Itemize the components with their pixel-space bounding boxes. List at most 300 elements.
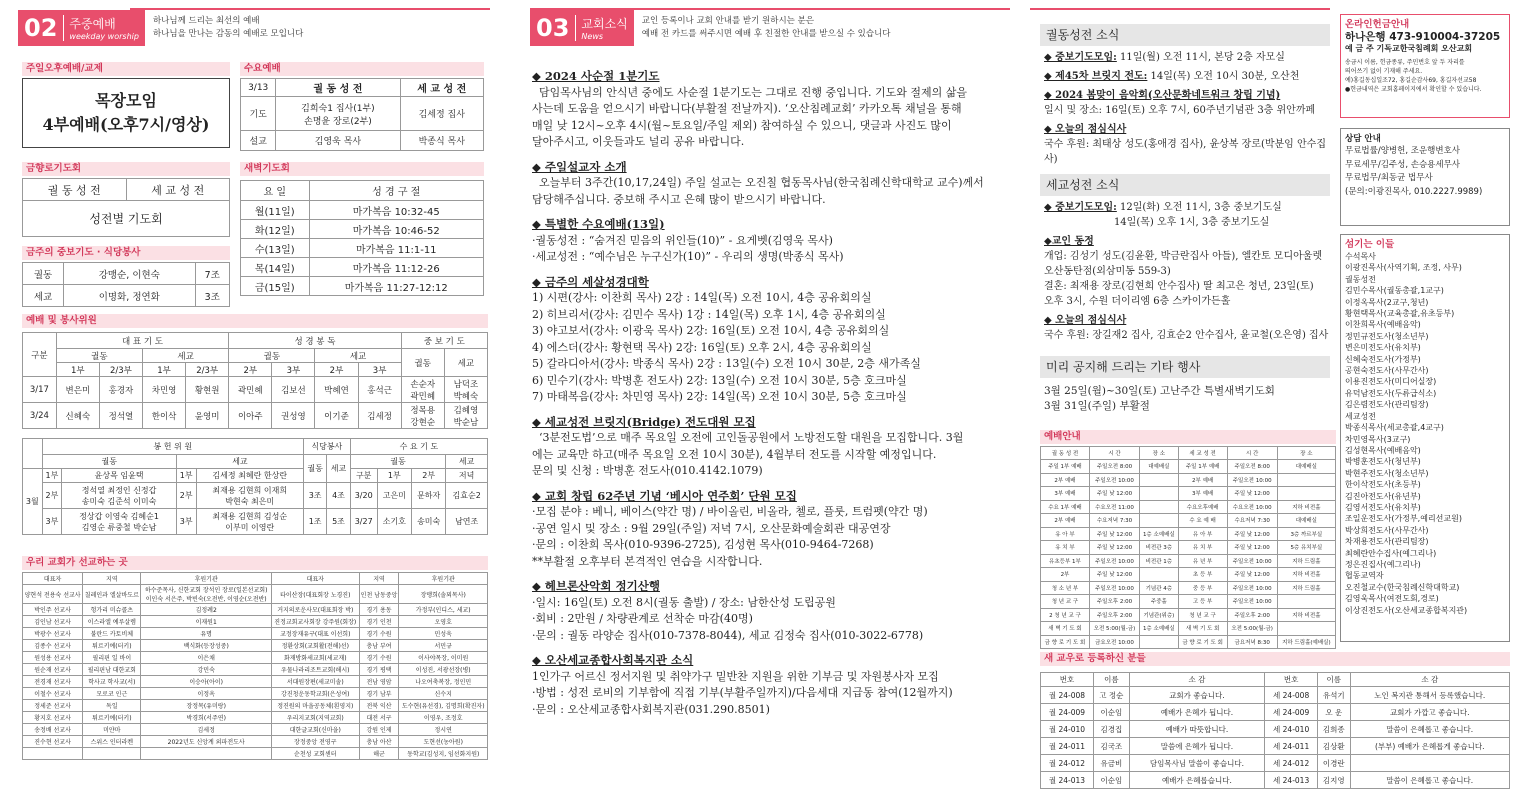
mission-head: 후원기관 xyxy=(141,573,271,585)
news-item xyxy=(1044,69,1336,84)
meal-label: 금주의 중보기도 · 식당봉사 xyxy=(22,246,230,260)
worship-cell xyxy=(1140,473,1179,487)
worship-cell: 수요저녁 7:30 xyxy=(1089,514,1139,528)
table-row xyxy=(23,712,488,724)
news-body: 국수 후원: 최태상 성도(홍애경 집사), 윤상복 장로(박분임 안수집사) xyxy=(1044,139,1327,165)
mission-cell: 경기 남부 xyxy=(359,688,399,700)
wed-ser-2: 박종식 목사 xyxy=(400,131,484,151)
staff-name: 황현원 xyxy=(186,377,229,403)
new-head: 번호 xyxy=(1265,673,1318,687)
mission-cell: 강진청운동학교회(은성여) xyxy=(271,688,359,700)
table-row xyxy=(23,688,488,700)
article-heading: ◆ 금주의 세살성경대학 xyxy=(532,274,649,289)
wed-pray-2: 김세정 집사 xyxy=(400,97,484,131)
mission-cell: 필리핀 일 바이 xyxy=(83,652,141,664)
table-row xyxy=(241,277,484,296)
serve-part: 2부 xyxy=(176,483,196,509)
worship-cell: 오전 5:00(월-금) xyxy=(1089,622,1139,636)
article-body: ‘3분전도법’으로 매주 목요일 오전에 고인돌공원에서 노방전도할 대원을 모집합니다. 3월 에는 교육만 하고(매주 목요일 오전 10시 30분), 4월부터 전도를 시작할 예정입니다. 문의 및 신청 : 박병훈 전도사(010.4142.1079) xyxy=(532,431,964,477)
dawn-verse: 마가복음 10:32-45 xyxy=(309,201,484,220)
mission-cell: 독일 xyxy=(83,700,141,712)
new-cell: 말씀에 은혜가 됩니다. xyxy=(1129,738,1264,755)
wed-h1: 궐 동 성 전 xyxy=(276,79,400,97)
news-body: 11일(월) 오전 11시, 본당 2층 자모실 xyxy=(1116,52,1285,63)
new-cell: 궐 24-010 xyxy=(1041,721,1094,738)
new-cell: 이순임 xyxy=(1093,772,1129,789)
worship-cell: 지하 비전홀 xyxy=(1277,568,1335,582)
section-desc-1: 교인 등록이나 교회 안내를 받기 원하시는 분은 xyxy=(641,16,815,26)
page-04 xyxy=(1030,0,1513,812)
serve-part: 1부 xyxy=(176,469,196,483)
mission-cell: 김세정 xyxy=(141,724,271,736)
mission-cell: 이사야목장, 이미원 xyxy=(399,652,488,664)
new-cell: 세 24-010 xyxy=(1265,721,1318,738)
article-body: ·모집 분야 : 베니, 베이스(약간 명) / 바이올린, 비올라, 첼로, 플룻, 트럼펫(약간 명) ·공연 일시 및 장소 : 9월 29일(주일) 저녁 7시, 오산문화예술회관 대공연장 ·문의 : 이찬희 목사(010-9396-2725), 김성현 목사(010-9464-7268) **부활절 오후부터 본격적인 연습을 시작합니다. xyxy=(532,505,928,568)
staff-name: 차민영 xyxy=(143,377,186,403)
section-desc-1: 하나님께 드리는 최선의 예배 xyxy=(152,16,260,26)
serve-corner xyxy=(23,439,43,469)
news-heading: ◆ 오늘의 점심식사 xyxy=(1044,315,1127,326)
table-row xyxy=(241,258,484,277)
worship-cell: 주일 낮 12:00 xyxy=(1227,541,1277,555)
serve-pray-name: 송미숙 xyxy=(411,509,445,535)
mission-cell: 미얀마 xyxy=(83,724,141,736)
table-row xyxy=(1041,473,1336,487)
header-rule xyxy=(1030,8,1330,10)
mission-cell: 경기 용동 xyxy=(359,604,399,616)
article-heading: ◆ 헤브론산악회 정기산행 xyxy=(532,579,660,593)
mission-cell: 백식화(등장성중) xyxy=(141,640,271,652)
worship-cell: 2 청 년 교 구 xyxy=(1041,608,1090,622)
worship-cell: 2부 예배 xyxy=(1041,514,1090,528)
wed-pray-label: 기도 xyxy=(241,97,276,131)
mission-cell: 전북 익산 xyxy=(359,700,399,712)
staff-sub: 궐동 xyxy=(401,349,444,377)
new-cell: 이순임 xyxy=(1093,704,1129,721)
worship-cell: 1층 소예배실 xyxy=(1140,622,1179,636)
staff-h1: 대 표 기 도 xyxy=(56,333,228,349)
table-row xyxy=(1041,487,1336,501)
staff-gubun: 구분 xyxy=(23,333,57,377)
worship-head: 장 소 xyxy=(1277,447,1335,460)
gwol-news xyxy=(1044,50,1336,171)
sunday-line-1: 목장모임 xyxy=(95,91,157,110)
staff-name: 변은미 xyxy=(56,377,99,403)
dawn-label: 새벽기도회 xyxy=(240,162,484,176)
staff-part: 3부 xyxy=(272,363,315,377)
segyo-news xyxy=(1044,200,1336,347)
worship-cell: 2부 예배 xyxy=(1178,473,1227,487)
mission-cell: 김인남 선교사 xyxy=(23,616,83,628)
mission-cell: 민성욱 xyxy=(399,628,488,640)
page-02 xyxy=(0,0,495,812)
table-row xyxy=(1041,554,1336,568)
mission-cell: 오영호 xyxy=(399,616,488,628)
worship-cell: 지하 드림홀 xyxy=(1277,554,1335,568)
worship-cell: 주일 낮 12:00 xyxy=(1089,541,1139,555)
etc-body: 3월 25일(월)~30일(토) 고난주간 특별새벽기도회 3월 31일(주일) 부활절 xyxy=(1044,385,1275,412)
article-body: 1인가구 어르신 정서지원 및 취약가구 밑반찬 지원을 위한 기부금 및 자원봉사자 모집 ·방법 : 성전 로비의 기부함에 직접 기부(부활주일까지)/다음세대 지급동 참여(12월까지) ·문의 : 오산세교종합사회복지관(031.290.8501) xyxy=(532,669,953,716)
section-title-en: weekday worship xyxy=(69,32,139,41)
staff-date: 3/24 xyxy=(23,403,57,429)
staff-name: 정목용 강현순 xyxy=(401,403,444,429)
staff-sub: 세교 xyxy=(315,349,401,363)
staff-label: 예배 및 봉사위원 xyxy=(22,314,488,328)
table-row xyxy=(1041,568,1336,582)
new-cell: 교회가 가깝고 좋습니다. xyxy=(1350,704,1510,721)
servants-body: 수석목사 이광진목사(사역기획, 조정, 사무) 궐동성전 김민수목사(궐동총괄,1교구) 이정옥목사(2교구,청년) 황현택목사(교육총괄,유초등부) 이찬희목사(예배음악) 정민규전도사(청소년부) 변은미전도사(유치부) 신혜숙전도사(가정부) 공현숙전도사(사무간사) 이용진전도사(미디어실장) 유덕남전도사(두류급식소) 김은렴전도사(관리팀장) 세교성전 박종식목사(세교총괄,4교구) 차민영목사(3교구) 김성현목사(예배음악) 박병훈전도사(청년부) 박현주전도사(청소년부) 한이삭전도사(초등부) 김진아전도사(유년부) 김영서전도사(유치부) 조일운전도사(가정부,예리선교원) 박상희전도사(사무간사) 차재용전도사(관리팀장) 최혜란안수집사(예그리나) 정은진집사(예그리나) 협동교역자 오진철교수(한국침례신학대학교) 김영욱목사(여전도회,경로) 이상진전도사(오산세교종합복지관) xyxy=(1345,252,1468,615)
mission-cell: 거지의로운사모(대표회장 박) xyxy=(271,604,359,616)
new-members-table xyxy=(1040,672,1510,789)
mission-cell: 이은채 xyxy=(141,652,271,664)
new-head: 번호 xyxy=(1041,673,1094,687)
worship-cell xyxy=(1140,500,1179,514)
new-cell: 오 운 xyxy=(1318,704,1350,721)
worship-cell: 주일오전 10:00 xyxy=(1089,473,1139,487)
article-heading: ◆ 오산세교종합사회복지관 소식 xyxy=(532,653,694,667)
news-item xyxy=(1044,313,1336,343)
news-item xyxy=(1044,122,1336,167)
section-title: 교회소식 xyxy=(581,17,628,31)
online-name: 예 금 주 기독교한국침례회 오산교회 xyxy=(1345,44,1473,53)
serve-date: 3/20 xyxy=(350,483,377,509)
mission-cell: 경기 평택 xyxy=(359,664,399,676)
table-row xyxy=(23,585,488,604)
mission-cell: 2022년도 신앙계 외파전도사 xyxy=(141,736,271,748)
mission-cell: 화재방화세교회(세교재) xyxy=(271,652,359,664)
consult-title: 상담 안내 xyxy=(1345,134,1381,144)
new-cell xyxy=(1350,755,1510,772)
staff-name: 이기준 xyxy=(315,403,358,429)
mission-cell: 필리핀남 대한교회 xyxy=(83,664,141,676)
serve-meal: 3조 xyxy=(303,483,326,509)
worship-cell: 중 등 부 xyxy=(1178,581,1227,595)
mission-cell: 서민규 xyxy=(399,640,488,652)
wed-ser-1: 김영욱 목사 xyxy=(276,131,400,151)
table-row xyxy=(1041,595,1336,609)
serve-pray-name: 문하자 xyxy=(411,483,445,509)
table-row xyxy=(241,220,484,239)
article-body: ·궐동성전 : “숨겨진 믿음의 위인들(10)” - 요게벳(김영욱 목사) ·세교성전 : “예수님은 누구신가(10)” - 우리의 생명(박종식 목사) xyxy=(532,233,844,263)
table-row xyxy=(23,724,488,736)
staff-part: 2부 xyxy=(315,363,358,377)
staff-date: 3/17 xyxy=(23,377,57,403)
new-head: 이름 xyxy=(1318,673,1350,687)
servants-title: 섬기는 이들 xyxy=(1345,239,1395,250)
worship-cell: 유 아 부 xyxy=(1178,527,1227,541)
worship-cell: 유초등부 1부 xyxy=(1041,554,1090,568)
mission-cell: 황지호 선교사 xyxy=(23,712,83,724)
serve-sub: 세교 xyxy=(176,455,303,469)
table-row xyxy=(23,263,230,285)
serve-pray-name: 고은미 xyxy=(377,483,411,509)
worship-cell: 주일 낮 12:00 xyxy=(1227,568,1277,582)
mission-cell: 전남 영암 xyxy=(359,676,399,688)
worship-cell: 고 등 부 xyxy=(1178,595,1227,609)
serve-names: 최재용 김현희 김성순 이부미 이영란 xyxy=(196,509,303,535)
gwol-title: 궐동성전 소식 xyxy=(1040,24,1330,46)
new-head: 소 감 xyxy=(1129,673,1264,687)
staff-part: 3부 xyxy=(358,363,401,377)
table-row xyxy=(1041,687,1510,704)
mission-head: 대표자 xyxy=(271,573,359,585)
new-cell: 유석기 xyxy=(1318,687,1350,704)
wed-ser-label: 설교 xyxy=(241,131,276,151)
new-cell: 교회가 좋습니다. xyxy=(1129,687,1264,704)
worship-head: 세 교 성 전 xyxy=(1178,447,1227,460)
new-cell: 말씀이 은혜롭고 좋습니다. xyxy=(1350,772,1510,789)
table-row xyxy=(23,469,488,483)
mission-cell: 나오여축복장, 정인민 xyxy=(399,676,488,688)
mission-head: 지역 xyxy=(359,573,399,585)
worship-cell: 주일오전 10:00 xyxy=(1227,581,1277,595)
new-cell: 김희종 xyxy=(1318,721,1350,738)
mission-cell: 강민숙 xyxy=(141,664,271,676)
mission-label: 우리 교회가 선교하는 곳 xyxy=(22,556,488,570)
mission-cell: 이성진, 서광선장(병) xyxy=(399,664,488,676)
mission-cell: 이재원1 xyxy=(141,616,271,628)
fri-body: 성전별 기도회 xyxy=(23,201,230,237)
new-cell: 예배가 은혜롭습니다. xyxy=(1129,772,1264,789)
news-item xyxy=(1044,50,1336,65)
table-row xyxy=(23,377,488,403)
news-body: 국수 후원: 장길재2 집사, 김효순2 안수집사, 윤교철(오은영) 집사 xyxy=(1044,330,1329,341)
staff-table xyxy=(22,332,488,429)
mission-cell: 스위스 인터라켄 xyxy=(83,736,141,748)
worship-head: 장 소 xyxy=(1140,447,1179,460)
mission-cell xyxy=(141,748,271,760)
staff-name: 김세정 xyxy=(358,403,401,429)
serve-part: 2부 xyxy=(42,483,62,509)
staff-name: 윤영미 xyxy=(186,403,229,429)
mission-cell: 박경희(서주연) xyxy=(141,712,271,724)
serve-meal: 1조 xyxy=(303,509,326,535)
worship-cell xyxy=(1277,595,1335,609)
worship-cell: 유 치 부 xyxy=(1178,541,1227,555)
worship-cell: 오전 5:00(월-금) xyxy=(1227,622,1277,636)
worship-cell xyxy=(1140,514,1179,528)
dawn-day: 수(13일) xyxy=(241,239,310,258)
mission-table xyxy=(22,572,488,760)
worship-head-row xyxy=(1041,447,1336,460)
new-head: 소 감 xyxy=(1350,673,1510,687)
worship-cell xyxy=(1277,473,1335,487)
worship-cell: 주일 낮 12:00 xyxy=(1089,568,1139,582)
worship-cell: 3부 예배 xyxy=(1178,487,1227,501)
worship-cell: 주일오전 10:00 xyxy=(1227,554,1277,568)
table-row xyxy=(23,652,488,664)
staff-name: 박혜연 xyxy=(315,377,358,403)
table-row xyxy=(1041,500,1336,514)
worship-cell: 주일오후 2:00 xyxy=(1089,595,1139,609)
table-row xyxy=(1041,460,1336,474)
wed-pray-1: 김희숙1 집사(1부) 손명윤 장로(2부) xyxy=(276,97,400,131)
worship-cell: 지하 드림홀 xyxy=(1277,581,1335,595)
mission-cell: 이스라엘 예루살렘 xyxy=(83,616,141,628)
dawn-day: 금(15일) xyxy=(241,277,310,296)
serve-part: 1부 xyxy=(42,469,62,483)
worship-cell: 기념관(위층) xyxy=(1140,608,1179,622)
article-heading: ◆ 주일설교자 소개 xyxy=(532,159,627,174)
meal-site: 세교 xyxy=(23,285,64,307)
serve-part: 3부 xyxy=(176,509,196,535)
mission-cell: 이승아(아이) xyxy=(141,676,271,688)
worship-cell: 주일오전 10:00 xyxy=(1089,554,1139,568)
mission-cell: 정시연 xyxy=(399,724,488,736)
table-row xyxy=(23,664,488,676)
worship-cell: 1층 소예배실 xyxy=(1140,527,1179,541)
new-cell: 궐 24-012 xyxy=(1041,755,1094,772)
article-heading: ◆ 세교성전 브릿지(Bridge) 전도대원 모집 xyxy=(532,414,756,429)
serve-sub2: 구분 xyxy=(350,469,377,483)
news-item xyxy=(1044,200,1336,230)
fri-label: 금향로기도회 xyxy=(22,162,230,176)
news-heading: ◆교인 동정 xyxy=(1044,236,1094,247)
worship-cell: 주일오후 2:00 xyxy=(1089,608,1139,622)
worship-cell: 주일 1부 예배 xyxy=(1041,460,1090,474)
worship-cell: 지하 비전홀 xyxy=(1277,500,1335,514)
fri-table xyxy=(22,178,230,237)
articles xyxy=(532,60,1002,718)
worship-cell: 주일 낮 12:00 xyxy=(1089,487,1139,501)
new-cell: 고 정순 xyxy=(1093,687,1129,704)
news-heading: ◆ 오늘의 점심식사 xyxy=(1044,124,1127,135)
mission-cell: 우리지교회(지역교회) xyxy=(271,712,359,724)
mission-cell: 이영우, 조정호 xyxy=(399,712,488,724)
new-cell: 궐 24-013 xyxy=(1041,772,1094,789)
staff-sub-row xyxy=(23,349,488,363)
staff-name: 곽민혜 xyxy=(229,377,272,403)
section-badge xyxy=(18,10,145,46)
serve-names: 정석열 최정인 신정갑 송미숙 김준석 이미숙 xyxy=(62,483,177,509)
new-cell: 김지영 xyxy=(1318,772,1350,789)
serve-sub2: 저녁 xyxy=(446,469,488,483)
staff-name: 홍석근 xyxy=(358,377,401,403)
serve-h1: 봉 헌 위 원 xyxy=(42,439,303,455)
article-heading: ◆ 2024 사순절 1분기도 xyxy=(532,69,660,83)
staff-sub: 세교 xyxy=(444,349,487,377)
mission-cell: 가정부(인디스, 세교) xyxy=(399,604,488,616)
mission-cell: 진수현 선교사 xyxy=(23,736,83,748)
staff-name: 김보선 xyxy=(272,377,315,403)
worship-cell: 금요오전 10:00 xyxy=(1089,635,1139,649)
worship-cell xyxy=(1140,487,1179,501)
new-head: 이름 xyxy=(1093,673,1129,687)
new-cell: 예배가 따뜻합니다. xyxy=(1129,721,1264,738)
new-cell: 궐 24-009 xyxy=(1041,704,1094,721)
mission-cell: 이정옥 xyxy=(141,688,271,700)
worship-cell xyxy=(1140,568,1179,582)
section-number: 03 xyxy=(536,14,570,42)
news-heading: ◆ 중보기도모임: xyxy=(1044,202,1117,213)
serve-names: 윤상목 임윤택 xyxy=(62,469,177,483)
meal-table xyxy=(22,262,230,307)
mission-cell: 김정례2 xyxy=(141,604,271,616)
serve-sub2: 2부 xyxy=(411,469,445,483)
fri-h1: 궐 동 성 전 xyxy=(23,179,127,201)
mission-cell: 김종수 선교사 xyxy=(23,640,83,652)
new-cell: 김경집 xyxy=(1093,721,1129,738)
news-body: 개업: 김성기 성도(김윤환, 박금란집사 아들), 엘칸토 모디아울렛 오산동탄점(외삼미동 559-3) 결혼: 최재용 장로(김현희 안수집사) 딸 최고은 청년, 23일(토) 오후 3시, 수원 더이리엠 6층 스카이가든홀 xyxy=(1044,251,1323,307)
staff-name: 신혜숙 xyxy=(56,403,99,429)
new-cell: (부부) 예배가 은혜롭게 좋습니다. xyxy=(1350,738,1510,755)
online-note: 송금시 이름, 헌금종류, 주민번호 앞 두 자리를 띄어쓰기 없이 기재해 주세요. 예)홍길동십일조72, 홍길순감사69, 홍길자선교58 ●헌금내역은 교회홈페이지에서 확인할 수 있습니다. xyxy=(1345,59,1482,93)
worship-cell: 청 년 교 구 xyxy=(1178,608,1227,622)
serve-sub: 궐동 xyxy=(303,455,326,483)
consult-box xyxy=(1340,128,1510,226)
mission-cell: 순천성 교회센터 xyxy=(271,748,359,760)
staff-name: 권성영 xyxy=(272,403,315,429)
dawn-h2: 성 경 구 절 xyxy=(309,181,484,201)
mission-cell: 튀르키예(터키) xyxy=(83,712,141,724)
article-body: 1) 시편(강사: 이찬희 목사) 2강 : 14일(목) 오전 10시, 4층 공유회의실 2) 히브리서(강사: 김민수 목사) 1강 : 14일(목) 오후 1시, 4층 공유회의실 3) 야고보서(강사: 이광욱 목사) 2강: 16일(토) 오전 10시, 4층 공유회의실 4) 에스더(강사: 황현택 목사) 2강: 16일(토) 오후 2시, 4층 공유회의실 5) 갈라디아서(강사: 박종식 목사) 2강 : 13일(수) 오전 10시 30분, 2층 새가족실 6) 민수기(강사: 박병훈 전도사) 2강: 13일(수) 오전 10시 30분, 5층 호크마실 7) 마태복음(강사: 차민영 목사) 2강: 14일(목) 오전 10시 30분, 5층 호크마실 xyxy=(532,291,921,403)
serve-pray-name: 김효순2 xyxy=(446,483,488,509)
new-cell: 궐 24-008 xyxy=(1041,687,1094,704)
dawn-day: 목(14일) xyxy=(241,258,310,277)
new-cell: 세 24-011 xyxy=(1265,738,1318,755)
worship-cell: 수요 1부 예배 xyxy=(1041,500,1090,514)
dawn-verse: 마가복음 11:27-12:12 xyxy=(309,277,484,296)
mission-cell: 경기 수원 xyxy=(359,652,399,664)
worship-label: 예배안내 xyxy=(1040,430,1336,444)
table-row xyxy=(1041,772,1510,789)
staff-name: 한이삭 xyxy=(143,403,186,429)
meal-names: 강맹순, 이현숙 xyxy=(64,263,196,285)
table-row xyxy=(23,736,488,748)
serve-sub: 세교 xyxy=(446,455,488,469)
staff-name: 정석열 xyxy=(99,403,142,429)
mission-cell: 대한글교회(신마을) xyxy=(271,724,359,736)
table-row xyxy=(23,616,488,628)
online-title: 온라인헌금안내 xyxy=(1345,19,1410,30)
mission-cell: 대전 서구 xyxy=(359,712,399,724)
worship-cell: 3부 예배 xyxy=(1041,487,1090,501)
serve-pray-name: 소기호 xyxy=(377,509,411,535)
mission-head: 대표자 xyxy=(23,573,83,585)
meal-site: 궐동 xyxy=(23,263,64,285)
mission-cell: 송정배 선교사 xyxy=(23,724,83,736)
dawn-table xyxy=(240,180,484,296)
new-cell: 세 24-009 xyxy=(1265,704,1318,721)
worship-cell: 수요오전 11:00 xyxy=(1089,500,1139,514)
table-row xyxy=(23,700,488,712)
new-cell: 예배가 은혜가 됩니다. xyxy=(1129,704,1264,721)
sunday-line-2: 4부예배(오후7시/영상) xyxy=(42,115,210,134)
table-row xyxy=(1041,704,1510,721)
worship-cell: 3층 까르부실 xyxy=(1277,527,1335,541)
worship-cell: 2부 xyxy=(1041,568,1090,582)
mission-cell: 장맹희(솔뫼목사) xyxy=(399,585,488,604)
staff-name: 손순자 곽민혜 xyxy=(401,377,444,403)
new-cell: 말씀이 은혜롭고 좋습니다. xyxy=(1350,721,1510,738)
staff-sub: 세교 xyxy=(143,349,229,363)
mission-cell: 원성용 선교사 xyxy=(23,652,83,664)
mission-cell: 모로코 인근 xyxy=(83,688,141,700)
dawn-verse: 마가복음 10:46-52 xyxy=(309,220,484,239)
worship-cell: 지하 드림홀(예배실) xyxy=(1277,635,1335,649)
table-row xyxy=(23,285,230,307)
staff-h2: 성 경 봉 독 xyxy=(229,333,401,349)
staff-head-row xyxy=(23,333,488,349)
article-body: 오늘부터 3주간(10,17,24일) 주일 설교는 오진칠 협동목사님(한국침례신학대학교 교수)께서 담당해주십니다. 중보해 주시고 은혜 많이 받으시기 바랍니다. xyxy=(532,176,984,206)
staff-part: 2/3부 xyxy=(186,363,229,377)
new-cell: 유금비 xyxy=(1093,755,1129,772)
news-heading: ◆ 중보기도모임: xyxy=(1044,52,1117,63)
mission-cell: 튀르키예(터키) xyxy=(83,640,141,652)
wed-table xyxy=(240,78,484,151)
servants-box xyxy=(1340,234,1510,642)
mission-cell: 도현선(농아원) xyxy=(399,736,488,748)
